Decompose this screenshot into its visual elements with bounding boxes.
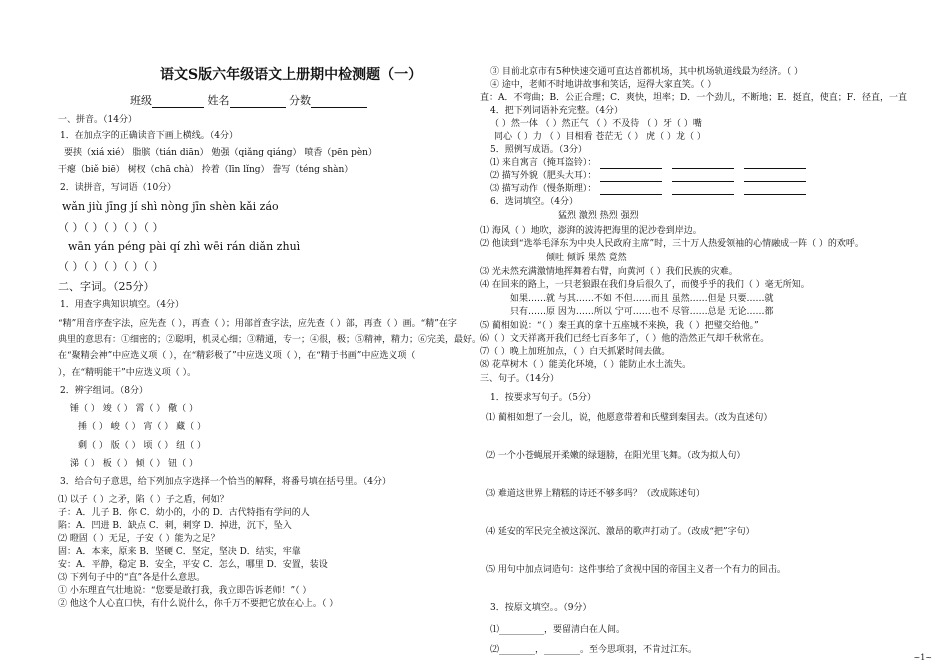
option-line: 子：A．儿子 B．你 C．幼小的，小的 D．古代特指有学问的人 (58, 508, 310, 518)
idiom-row: 同心（ ）力 （ ）目相看 苍茫无（ ） 虎（ ）龙（ ） (494, 132, 706, 142)
class-blank[interactable] (152, 97, 204, 108)
char-compare-row: 锤（ ） 竣（ ） 霄（ ） 儆（ ） (70, 404, 199, 414)
paragraph-line: 典里的意思有：①细密的；②聪明，机灵心细；③精通，专一；④很，极；⑤精神，精力；⑥完美，最好。 (58, 335, 482, 345)
answer-blank[interactable] (744, 158, 806, 169)
score-blank[interactable] (311, 97, 367, 108)
char-compare-row: 捶（ ） 峻（ ） 宵（ ） 藏（ ） (78, 422, 207, 432)
question-text: 3．按原文填空。。（9分） (490, 603, 592, 613)
question-text: 4．把下列词语补充完整。（4分） (490, 106, 623, 116)
question-text: 1．在加点字的正确读音下画上横线。（4分） (60, 131, 238, 141)
char-compare-row: 涕（ ） 板（ ） 倾（ ） 钮（ ） (70, 459, 199, 469)
pinyin-row: wān yán péng pài qí zhì wēi rán diǎn zhuì (68, 240, 301, 253)
pinyin-row: wǎn jiù jīng jí shì nòng jīn shèn kǎi záo (62, 200, 279, 213)
option-line: 陷：A．凹进 B．缺点 C．刺，刺穿 D．掉进，沉下，坠入 (58, 521, 292, 531)
answer-brackets: （ ）（ ）（ ）（ ）（ ） (58, 260, 164, 273)
word-bank: 猛烈 激烈 热烈 强烈 (558, 211, 639, 221)
answer-blank[interactable] (672, 171, 734, 182)
answer-blank[interactable] (600, 158, 662, 169)
sub-question: ⑶ 难道这世界上精糕的诗还不够多吗？（改成陈述句） (486, 489, 705, 499)
char-compare-row: 剩（ ） 版（ ） 顷（ ） 纽（ ） (78, 441, 207, 451)
question-text: ⑴ 以子（ ）之矛，陷（ ）子之盾，何如？ (58, 495, 229, 505)
paragraph-line: 在“聚精会神”中应选义项（ ），在“精彩极了”中应选义项（ ），在“精于书画”中应选义项（ (58, 351, 416, 361)
answer-brackets: （ ）（ ）（ ）（ ）（ ） (58, 221, 164, 234)
answer-blank[interactable] (600, 184, 662, 195)
sub-question: ② 他这个人心直口快，有什么说什么，你千万不要把它放在心上。（ ） (58, 599, 339, 609)
answer-blank[interactable] (744, 184, 806, 195)
paragraph-line: “精”用音序查字法，应先查（ ），再查（ ）；用部首查字法，应先查（ ）部，再查（ ）画。“精”在字 (58, 319, 457, 329)
fill-in-line: ⑴__________，要留清白在人间。 (490, 625, 626, 635)
question-text: 6．选词填空。（4分） (490, 197, 578, 207)
fill-in-line: ⑵________，________。至今思项羽，不肯过江东。 (490, 645, 698, 655)
question-text: 5．照例写成语。（3分） (490, 145, 587, 155)
example-label: ⑵ 描写外貌（肥头大耳）： (490, 171, 597, 181)
sub-question: ⑵ 一个小苍蝇展开柔嫩的绿翅膀，在阳光里飞舞。（改为拟人句） (486, 451, 746, 461)
idiom-example-row (490, 183, 806, 195)
section-pinyin: 一、拼音。（14分） (58, 115, 137, 125)
sub-question: ⑷ 延安的军民完全被这深沉、激昂的歌声打动了。（改成“把”字句） (486, 527, 755, 537)
question-text: 2．辨字组词。（8分） (60, 386, 148, 396)
sub-question: ⑹（ ）文天祥离开我们已经七百多年了，（ ）他的浩然正气却千秋常在。 (480, 334, 770, 344)
option-line: 安：A．平静，稳定 B．安全，平安 C．怎么，哪里 D．安置，装设 (58, 560, 328, 570)
name-label: 姓名 (207, 94, 230, 107)
question-text: ⑵ 瞪固（ ）无足，子安（ ）能为之足？ (58, 534, 220, 544)
idiom-example-row (490, 170, 806, 182)
option-line: 固：A．本来，原来 B．坚硬 C．坚定，坚决 D．结实，牢靠 (58, 547, 301, 557)
answer-blank[interactable] (744, 171, 806, 182)
word-bank: 倾吐 倾诉 果然 竟然 (546, 253, 627, 263)
answer-blank[interactable] (672, 184, 734, 195)
answer-blank[interactable] (600, 171, 662, 182)
sub-question: ① 小东理直气壮地说：“您要是敢打我，我立即告诉老师！”（ ） (58, 586, 312, 596)
question-text: 1．用查字典知识填空。（4分） (60, 300, 184, 310)
question-text: 2．读拼音，写词语（10分） (60, 183, 177, 193)
example-label: ⑴ 来自寓言（掩耳盗铃）： (490, 158, 597, 168)
answer-blank[interactable] (672, 158, 734, 169)
option-line: 直：A．不弯曲；B．公正合理；C．爽快，坦率；D．一个劲儿，不断地；E．挺直，使直；F．径直，一直 (480, 93, 908, 103)
question-text: 要挟（xiá xié） 脂膑（tián diān） 勉强（qiǎng qiáng） 喷香（pēn pèn） (64, 148, 377, 158)
idiom-example-row (490, 157, 806, 169)
sub-question: ⑺（ ）晚上加班加点，（ ）白天抓紧时间去做。 (480, 347, 671, 357)
section-sentences: 三、句子。（14分） (480, 374, 559, 384)
paragraph-line: ），在“精明能干”中应选义项（ ）。 (58, 368, 197, 378)
section-words: 二、字词。（25分） (58, 280, 155, 293)
name-blank[interactable] (230, 97, 286, 108)
sub-question: ⑸ 用句中加点词造句：这件事给了贪视中国的帝国主义者一个有力的回击。 (486, 565, 786, 575)
student-info-row (130, 94, 367, 108)
question-text: 干瘪（biě biē） 树杈（chā chà） 拎着（līn lǐng） 誊写（téng shàn） (58, 165, 354, 175)
sub-question: ③ 目前北京市有5种快速交通可直达首都机场，其中机场轨道线最为经济。（ ） (490, 67, 803, 77)
idiom-row: （ ）然一体 （ ）然正气 （ ）不及待 （ ）牙（ ）嘴 (490, 119, 702, 129)
sub-question: ⑴ 海风（ ）地吹，澎湃的波涛把海里的泥沙卷到岸边。 (480, 226, 702, 236)
sub-question: ⑵ 他读到“选举毛泽东为中央人民政府主席”时，三十万人热爱领袖的心情融成一阵（ ）的欢呼。 (480, 239, 864, 249)
sub-question: ⑻ 花草树木（ ）能美化环境，（ ）能防止水土流失。 (480, 360, 692, 370)
exam-title: 语文S版六年级语文上册期中检测题（一） (160, 67, 423, 83)
word-bank: 只有……原 因为……所以 宁可……也不 尽管……总是 无论……都 (510, 307, 774, 317)
sub-question: ⑶ 光未然充满激情地挥舞着右臂，向黄河（ ）我们民族的灾难。 (480, 267, 738, 277)
sub-question: ⑴ 蔺相如想了一会儿，说，他愿意带着和氏璧到秦国去。（改为直述句） (486, 413, 773, 423)
question-text: 1．按要求写句子。（5分） (490, 393, 596, 403)
sub-question: ⑸ 蔺相如说：“（ ）秦王真的拿十五座城不来换，我（ ）把璧交给他。” (480, 321, 759, 331)
page-number: ~1~ (913, 653, 932, 662)
question-text: ⑶ 下列句子中的“直”各是什么意思。 (58, 573, 206, 583)
word-bank: 如果……就 与其……不如 不但……而且 虽然……但是 只要……就 (510, 294, 774, 304)
score-label: 分数 (289, 94, 311, 107)
sub-question: ④ 途中，老师不时地讲故事和笑话，逗得大家直笑。（ ） (490, 80, 717, 90)
sub-question: ⑷ 在回来的路上，一只老狼跟在我们身后很久了，而傻乎乎的我们（ ）毫无所知。 (480, 280, 810, 290)
question-text: 3．给合句子意思，给下列加点字选择一个恰当的解释，将番号填在括号里。（4分） (60, 477, 391, 487)
example-label: ⑶ 描写动作（慢条斯理）： (490, 184, 597, 194)
class-label: 班级 (130, 94, 152, 107)
